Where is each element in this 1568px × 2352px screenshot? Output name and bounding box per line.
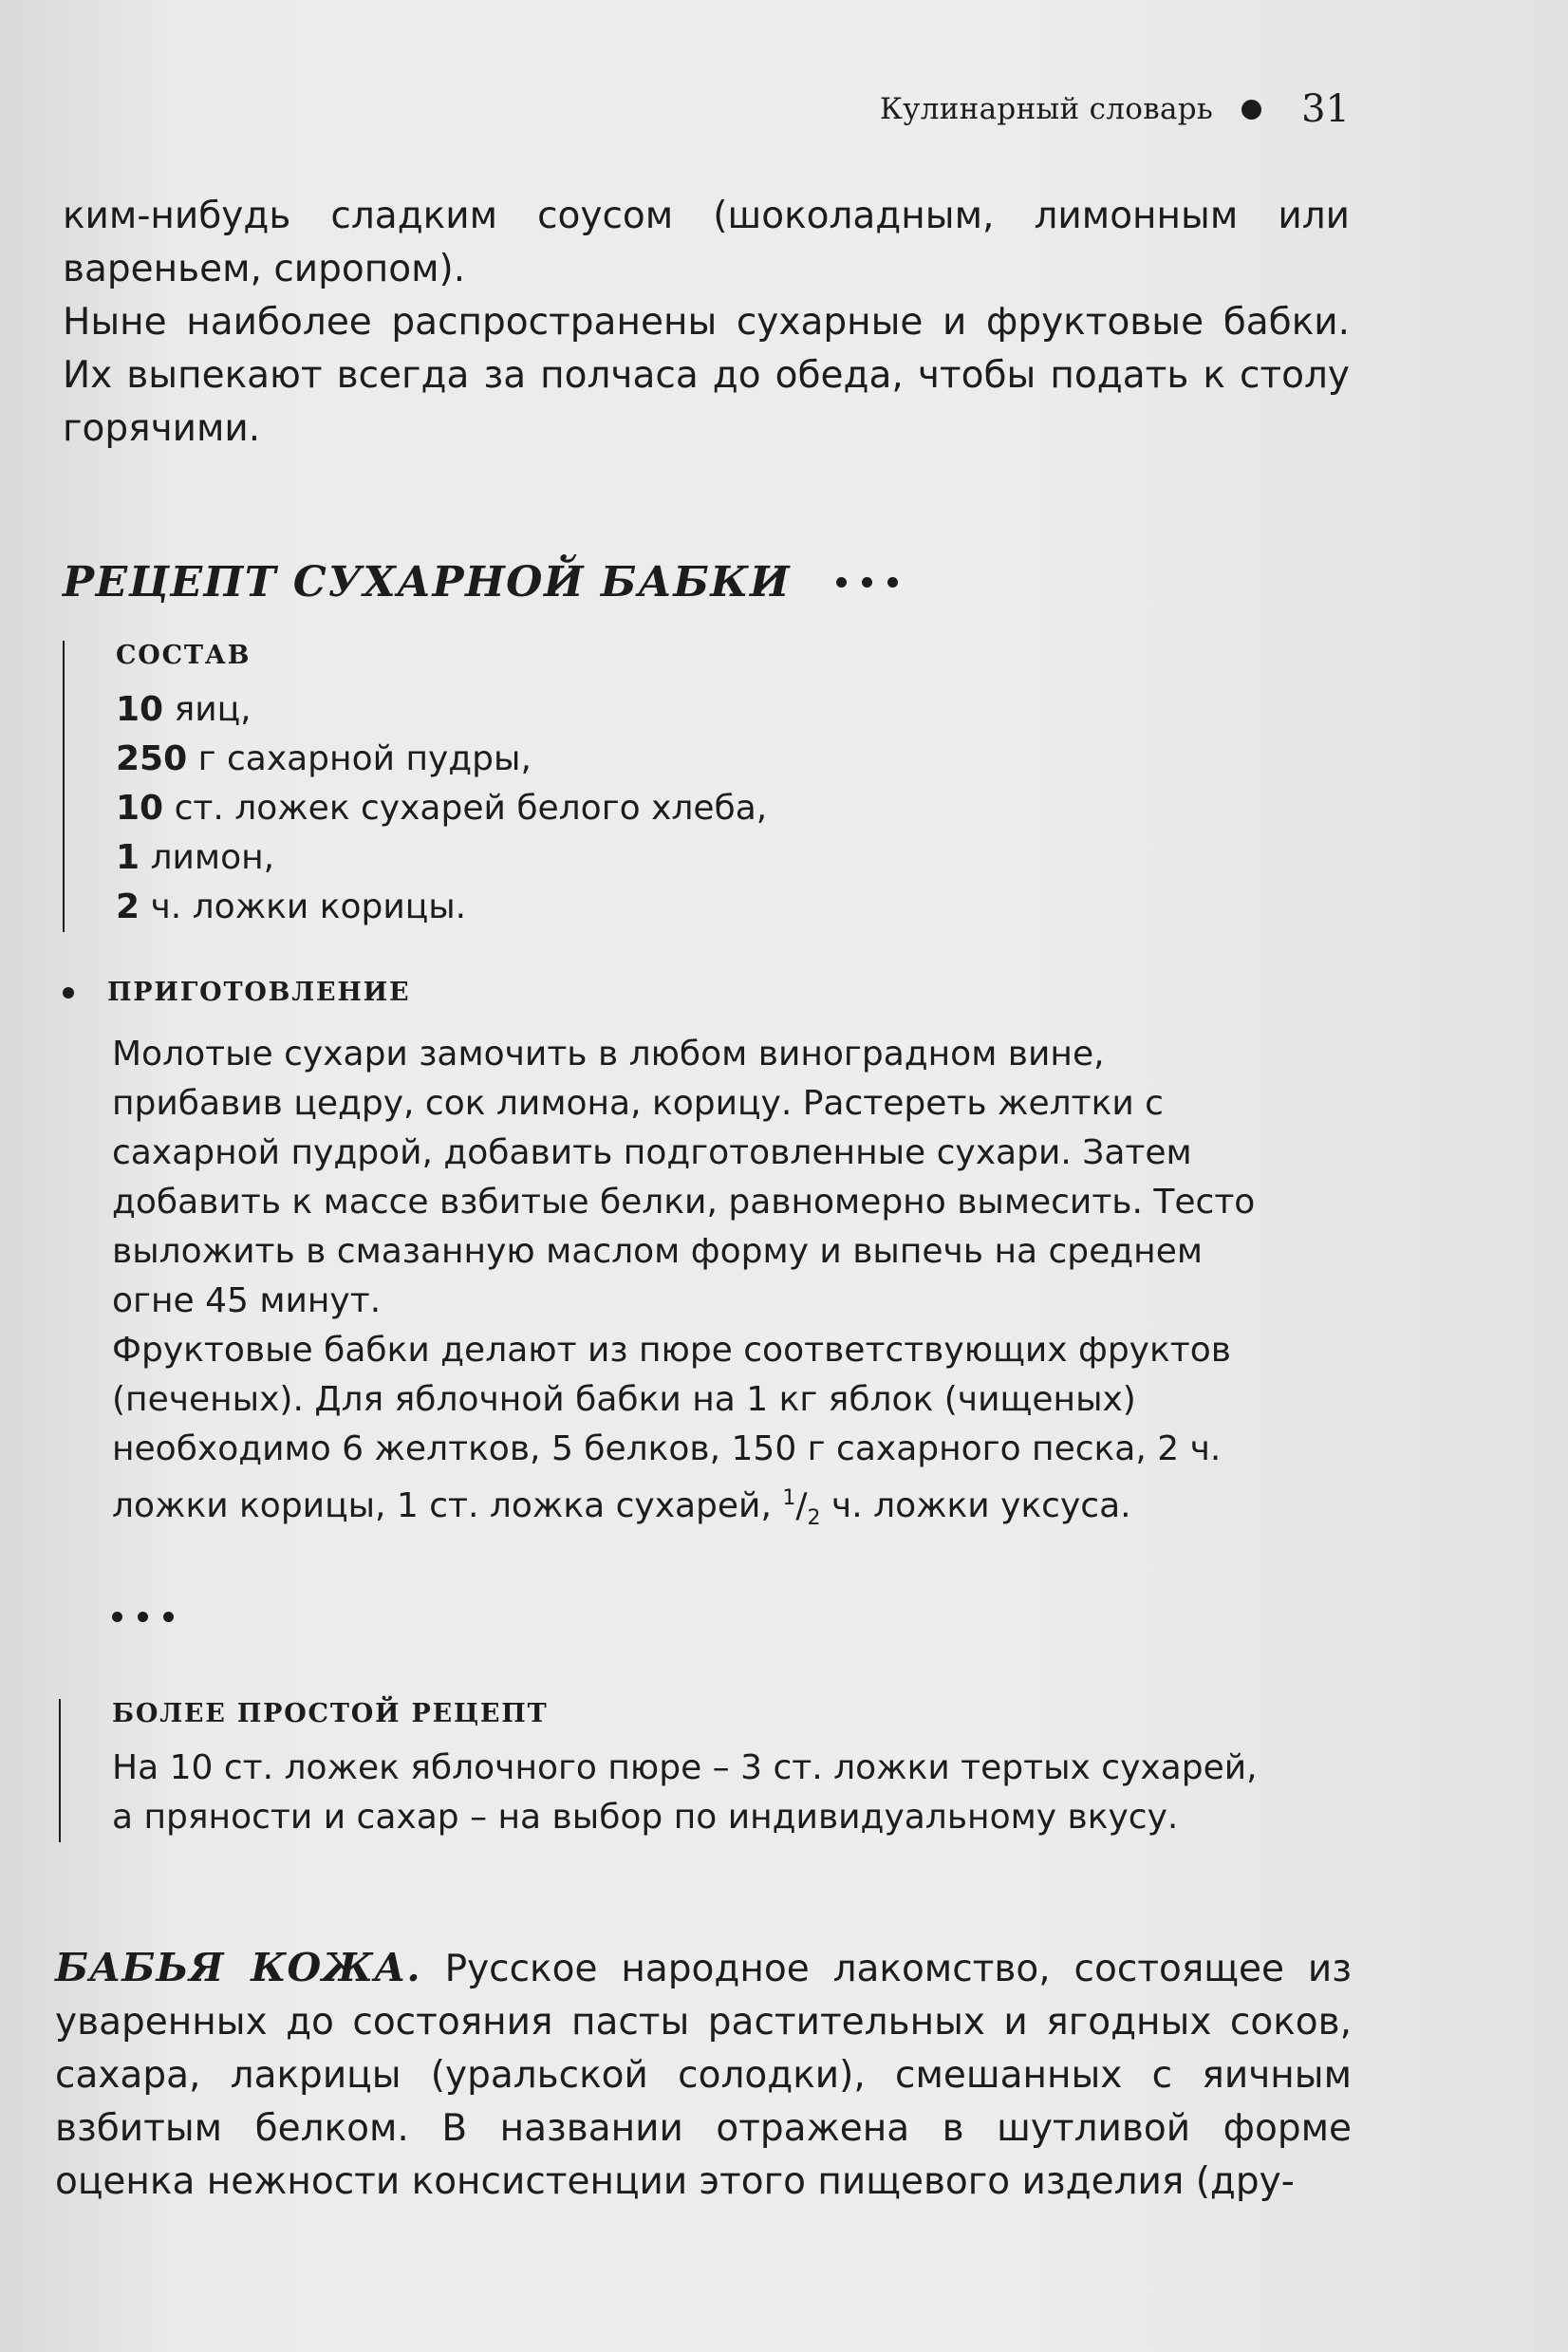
- paragraph: Молотые сухари замочить в любом виноградном вине, прибавив цедру, сок лимона, корицу. Растереть желтки с сахарной пудрой, добавить подготовленные сухари. Затем добавить к массе взбитые белки, равномерно вымесить. Тесто выложить в смазанную маслом форму и выпечь на среднем огне 45 минут.: [112, 1035, 1256, 1320]
- ingredients-heading: СОСТАВ: [116, 641, 252, 670]
- ingredient-text: яиц,: [174, 690, 252, 729]
- preparation-text: [112, 1030, 1279, 1543]
- text-run: Фруктовые бабки делают из пюре соответствующих фруктов (печеных). Для яблочной бабки на 1 кг яблок (чищеных) необходимо 6 желтков, 5 белков, 150 г сахарного песка, 2 ч. ложки корицы, 1 ст. ложка сухарей,: [112, 1331, 1231, 1525]
- ingredient-text: ч. ложки корицы.: [150, 887, 467, 926]
- bullet-icon: [1241, 100, 1261, 120]
- ingredient-qty: 10: [116, 690, 164, 729]
- entry-term: БАБЬЯ КОЖА.: [55, 1945, 421, 1990]
- ingredient-text: ст. ложек сухарей белого хлеба,: [174, 789, 768, 828]
- ingredient-item: [116, 735, 1065, 784]
- paragraph: Ныне наиболее распространены сухарные и фруктовые бабки. Их выпекают всегда за полчаса до обеда, чтобы подать к столу горячими.: [63, 301, 1350, 450]
- ingredient-qty: 2: [116, 887, 140, 926]
- ingredient-text: г сахарной пудры,: [197, 739, 532, 778]
- ingredient-item: [116, 883, 1065, 932]
- dots-ornament-icon: [836, 577, 898, 588]
- recipe-title: [63, 558, 898, 607]
- fraction-denominator: 2: [807, 1506, 821, 1531]
- running-head: [880, 87, 1350, 131]
- separator-dots-icon: [112, 1608, 174, 1626]
- ingredient-qty: 1: [116, 838, 140, 877]
- preparation-heading: ПРИГОТОВЛЕНИЕ: [107, 978, 411, 1007]
- dictionary-entry: [55, 1941, 1352, 2209]
- ingredient-text: лимон,: [150, 838, 275, 877]
- ingredient-item: [116, 833, 1065, 883]
- text-run: ч. ложки уксуса.: [820, 1486, 1131, 1525]
- paragraph: Фруктовые бабки делают из пюре соответствующих фруктов (печеных). Для яблочной бабки на 1 кг яблок (чищеных) необходимо 6 желтков, 5 белков, 150 г сахарного песка, 2 ч. ложки корицы, 1 ст. ложка сухарей, $^1/_2$ ч. ложки уксуса.: [112, 1331, 1231, 1531]
- alt-recipe-heading: БОЛЕЕ ПРОСТОЙ РЕЦЕПТ: [112, 1699, 549, 1728]
- ingredients-block: [63, 641, 1065, 932]
- alt-recipe-block: [59, 1699, 1279, 1842]
- ingredient-item: [116, 685, 1065, 735]
- ingredient-item: [116, 784, 1065, 833]
- bullet-icon: [63, 987, 74, 999]
- continuation-text: [63, 190, 1350, 456]
- paragraph: ким-нибудь сладким соусом (шоколадным, лимонным или вареньем, сиропом).: [63, 195, 1350, 290]
- recipe-title-text: РЕЦЕПТ СУХАРНОЙ БАБКИ: [63, 558, 792, 607]
- alt-recipe-text: На 10 ст. ложек яблочного пюре – 3 ст. ложки тертых сухарей, а пряности и сахар – на выбор по индивидуальному вкусу.: [112, 1748, 1258, 1837]
- page-number: 31: [1301, 87, 1350, 131]
- running-head-title: Кулинарный словарь: [879, 92, 1214, 126]
- ingredient-qty: 10: [116, 789, 164, 828]
- preparation-heading-row: [63, 978, 410, 1007]
- entry-text: Русское народное лакомство, состоящее из уваренных до состояния пасты растительных и ягодных соков, сахара, лакрицы (уральской солодки), смешанных с яичным взбитым белком. В названии отражена в шутливой форме оценка нежности консистенции этого пищевого изделия (дру-: [55, 1948, 1352, 2203]
- ingredient-qty: 250: [116, 739, 188, 778]
- fraction-numerator: 1: [782, 1486, 796, 1510]
